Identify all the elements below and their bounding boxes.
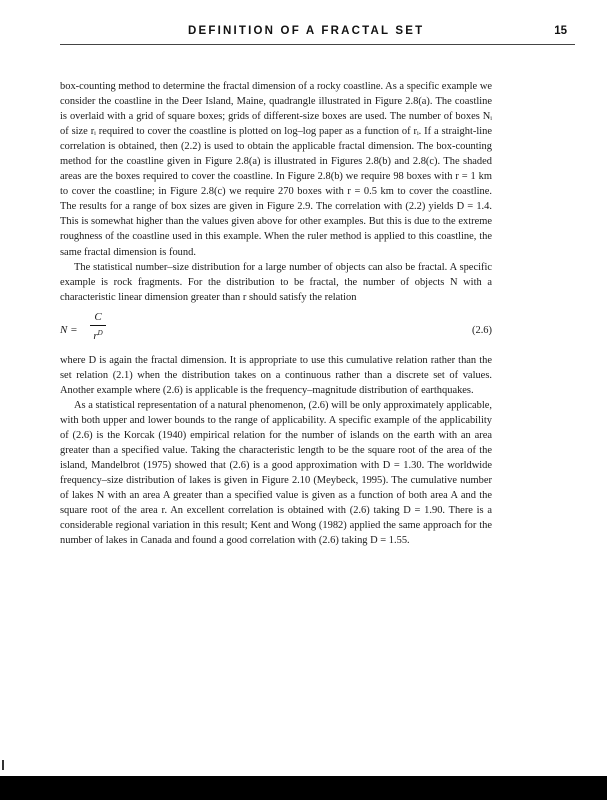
header-rule	[60, 44, 575, 45]
denominator-base: r	[93, 329, 98, 342]
paragraph-box-counting: box-counting method to determine the fractal dimension of a rocky coastline. As a specific example we consider the coastline in the Deer Island, Maine, quadrangle illustrated in Figure 2.8(a). The coastline is overlaid with a grid of square boxes; grids of different-size boxes are used. The number of boxes Nᵢ of size rᵢ required to cover the coastline is plotted on log–log paper as a function of rᵢ. If a straight-line correlation is obtained, then (2.2) is used to obtain the applicable fractal dimension. The box-counting method for the coastline given in Figure 2.8(a) is illustrated in Figures 2.8(b) and 2.8(c). The shaded areas are the boxes required to cover the coastline. In Figure 2.8(b) we require 98 boxes with r = 1 km to cover the coastline; in Figure 2.8(c) we require 270 boxes with r = 0.5 km to cover the coastline. The results for a range of box sizes are given in Figure 2.9. The correlation with (2.2) yields D = 1.4. This is somewhat higher than the values given above for other examples. But this is due to the extreme roughness of the coastline used in this example. When the ruler method is applied to this coastline, the same fractal dimension is found.	[60, 81, 492, 258]
equation-number: (2.6)	[472, 324, 492, 336]
paragraph-cumulative-relation: where D is again the fractal dimension. It is appropriate to use this cumulative relation rather than the set relation (2.1) when the distribution takes on a continuous rather than a discrete set of values. Another example where (2.6) is applicable is the frequency–magnitude distribution of earthquakes.	[60, 354, 492, 396]
equation-2-6	[60, 305, 492, 353]
denominator-exponent: D	[97, 328, 103, 337]
equation-numerator: C	[94, 310, 102, 323]
running-header	[60, 25, 575, 41]
text-body	[60, 79, 492, 548]
running-title: DEFINITION OF A FRACTAL SET	[188, 25, 425, 37]
equation-fraction	[90, 310, 106, 340]
equation-denominator	[90, 326, 106, 340]
page-number: 15	[554, 25, 567, 37]
scan-mark	[2, 760, 4, 770]
paragraph-statistical-representation: As a statistical representation of a natural phenomenon, (2.6) will be only approximately applicable, with both upper and lower bounds to the range of applicability. A specific example of the applicability of (2.6) is the Korcak (1940) empirical relation for the number of islands on the earth with an area greater than a specified value. Taking the characteristic length to be the square root of the area of the island, Mandelbrot (1975) showed that (2.6) is a good approximation with D = 1.30. The worldwide frequency–size distribution of lakes is given in Figure 2.10 (Meybeck, 1995). The cumulative number of lakes N with an area A greater than a specified value is given as a function of both area A and the square root of the area r. An excellent correlation is obtained with (2.6) taking D = 1.90. There is a considerable regional variation in this result; Kent and Wong (1982) applied the same approach for the number of lakes in Canada and found a good correlation with (2.6) taking D = 1.55.	[60, 399, 492, 547]
equation-lhs: N =	[60, 323, 78, 336]
scan-bottom-border	[0, 776, 607, 800]
paragraph-number-size: The statistical number–size distribution for a large number of objects can also be fractal. A specific example is rock fragments. For the distribution to be fractal, the number of objects N with a characteristic linear dimension greater than r should satisfy the relation	[60, 261, 492, 303]
